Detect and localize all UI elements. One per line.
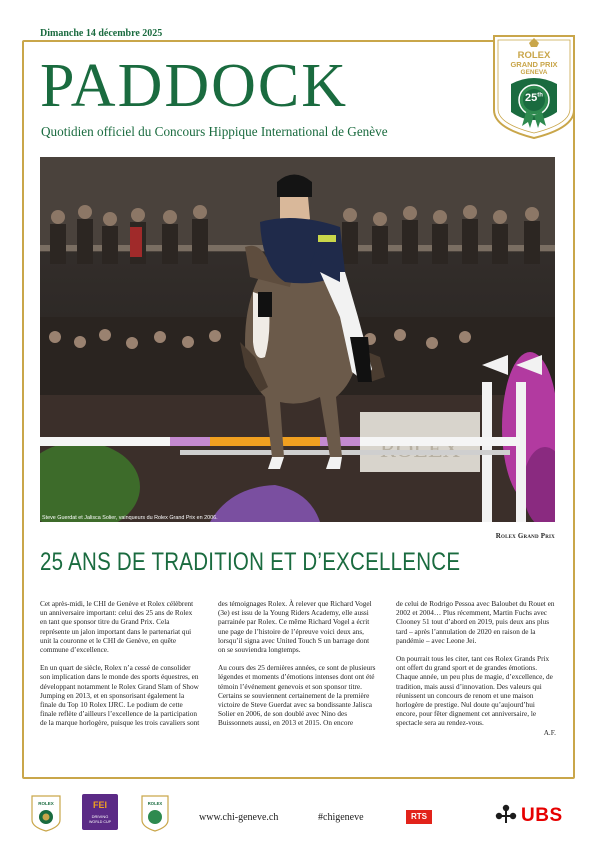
article-paragraph: de celui de Rodrigo Pessoa avec Baloubet du Rouet en 2002 et 2004… Plus récemment, Martin Fuchs avec Clooney 51 tout d’abord en 2019, puis deux ans plus tard – après l’annulation de 2020 en raison de la pandémie – avec Leone Jei. <box>396 600 555 645</box>
rolex-grand-prix-badge <box>490 32 578 140</box>
rts-logo[interactable]: RTS <box>406 810 432 824</box>
article-column-3 <box>396 600 556 738</box>
badge-anniversary <box>490 92 578 104</box>
show-jumping-photo-image <box>40 157 555 522</box>
ubs-keys-icon <box>494 803 518 825</box>
badge-shield-icon <box>490 32 578 140</box>
svg-text:ROLEX: ROLEX <box>38 801 54 806</box>
ubs-logo[interactable]: UBS <box>521 805 563 826</box>
article-paragraph: On pourrait tous les citer, tant ces Rolex Grands Prix ont offert du grand sport et de grandes émotions. Chaque année, un peu plus de magie, d’excellence, de tradition, mais aussi d’innovation. Des valeurs qui réunissent un concours de renom et une maison horlogère de prestige. Nul doute qu’aujourd’hui encore, pour fêter dignement cet anniversaire, le spectacle sera au rendez-vous. <box>396 655 553 728</box>
masthead-subtitle: Quotidien officiel du Concours Hippique International de Genève <box>41 124 388 139</box>
driving-world-cup-logo-icon[interactable] <box>82 794 118 830</box>
masthead-title: PADDOCK <box>40 52 349 120</box>
main-photo <box>40 157 555 522</box>
svg-text:FEI: FEI <box>92 800 108 810</box>
rolex-grand-prix-logo-icon[interactable] <box>140 794 170 832</box>
website-link[interactable]: www.chi-geneve.ch <box>199 812 279 823</box>
svg-text:ROLEX: ROLEX <box>147 801 163 806</box>
photo-caption: Steve Guerdat et Jalisca Solier, vainqueurs du Rolex Grand Prix en 2006. <box>42 515 218 521</box>
article-body <box>40 600 556 738</box>
badge-anniversary-number: 25 <box>525 92 538 104</box>
article-signature: A.F. <box>543 728 556 737</box>
svg-text:DRIVING: DRIVING <box>91 814 109 819</box>
article-paragraph: des témoignages Rolex. À relever que Richard Vogel (3e) est issu de la Young Riders Academy, elle aussi parrainée par Rolex. Ce même Richard Vogel a écrit une page de l’histoire de l’épreuve voici deux ans, lorsqu’il signa avec United Touch S un barrage dont on se souviendra longtemps. <box>218 600 372 655</box>
article-column-2 <box>218 600 378 738</box>
svg-text:WORLD CUP: WORLD CUP <box>89 820 111 824</box>
rolex-grand-slam-logo-icon[interactable] <box>30 794 62 832</box>
badge-line-grand-prix: GRAND PRIX <box>510 60 558 69</box>
article-paragraph: En un quart de siècle, Rolex n’a cessé de consolider son implication dans le monde des sports équestres, en développant notamment le Rolex Grand Slam of Show Jumping en 2013, et en sponsorisant également la finale du Top 10 Rolex IJRC. Le podium de cette finale reflète d’ailleurs l’excellence de la participation de la marque horlogère, puisque les trois cavaliers sont <box>40 664 200 728</box>
article-column-1 <box>40 600 200 738</box>
hashtag: #chigeneve <box>318 812 364 823</box>
article-paragraph: Cet après-midi, le CHI de Genève et Rolex célèbrent un anniversaire important: celui des 25 ans de Rolex en tant que sponsor titre du Grand Prix. Cela représente un jalon important dans le partenariat qui unit la couronne et le CHI de Genève, en quête commune d’excellence. <box>40 600 194 655</box>
badge-anniversary-suffix: th <box>537 92 543 99</box>
article-paragraph: Au cours des 25 dernières années, ce sont de plusieurs légendes et moments d’émotions intenses dont ont été témoin l’événement genevois et son sponsor titre. Certains se souviennent certainement de la première victoire de Steve Guerdat avec sa bondissante Jalisca Solier en 2006, de son doublé avec Nino des Buissonnets aussi, en 2013 et 2015. On encore <box>218 664 376 728</box>
issue-date: Dimanche 14 décembre 2025 <box>40 28 163 39</box>
article-headline: 25 ANS DE TRADITION ET D’EXCELLENCE <box>40 548 461 576</box>
photo-credit: Rolex Grand Prix <box>495 532 555 540</box>
badge-line-rolex: ROLEX <box>517 50 551 61</box>
badge-line-geneva: GENEVA <box>520 69 548 76</box>
